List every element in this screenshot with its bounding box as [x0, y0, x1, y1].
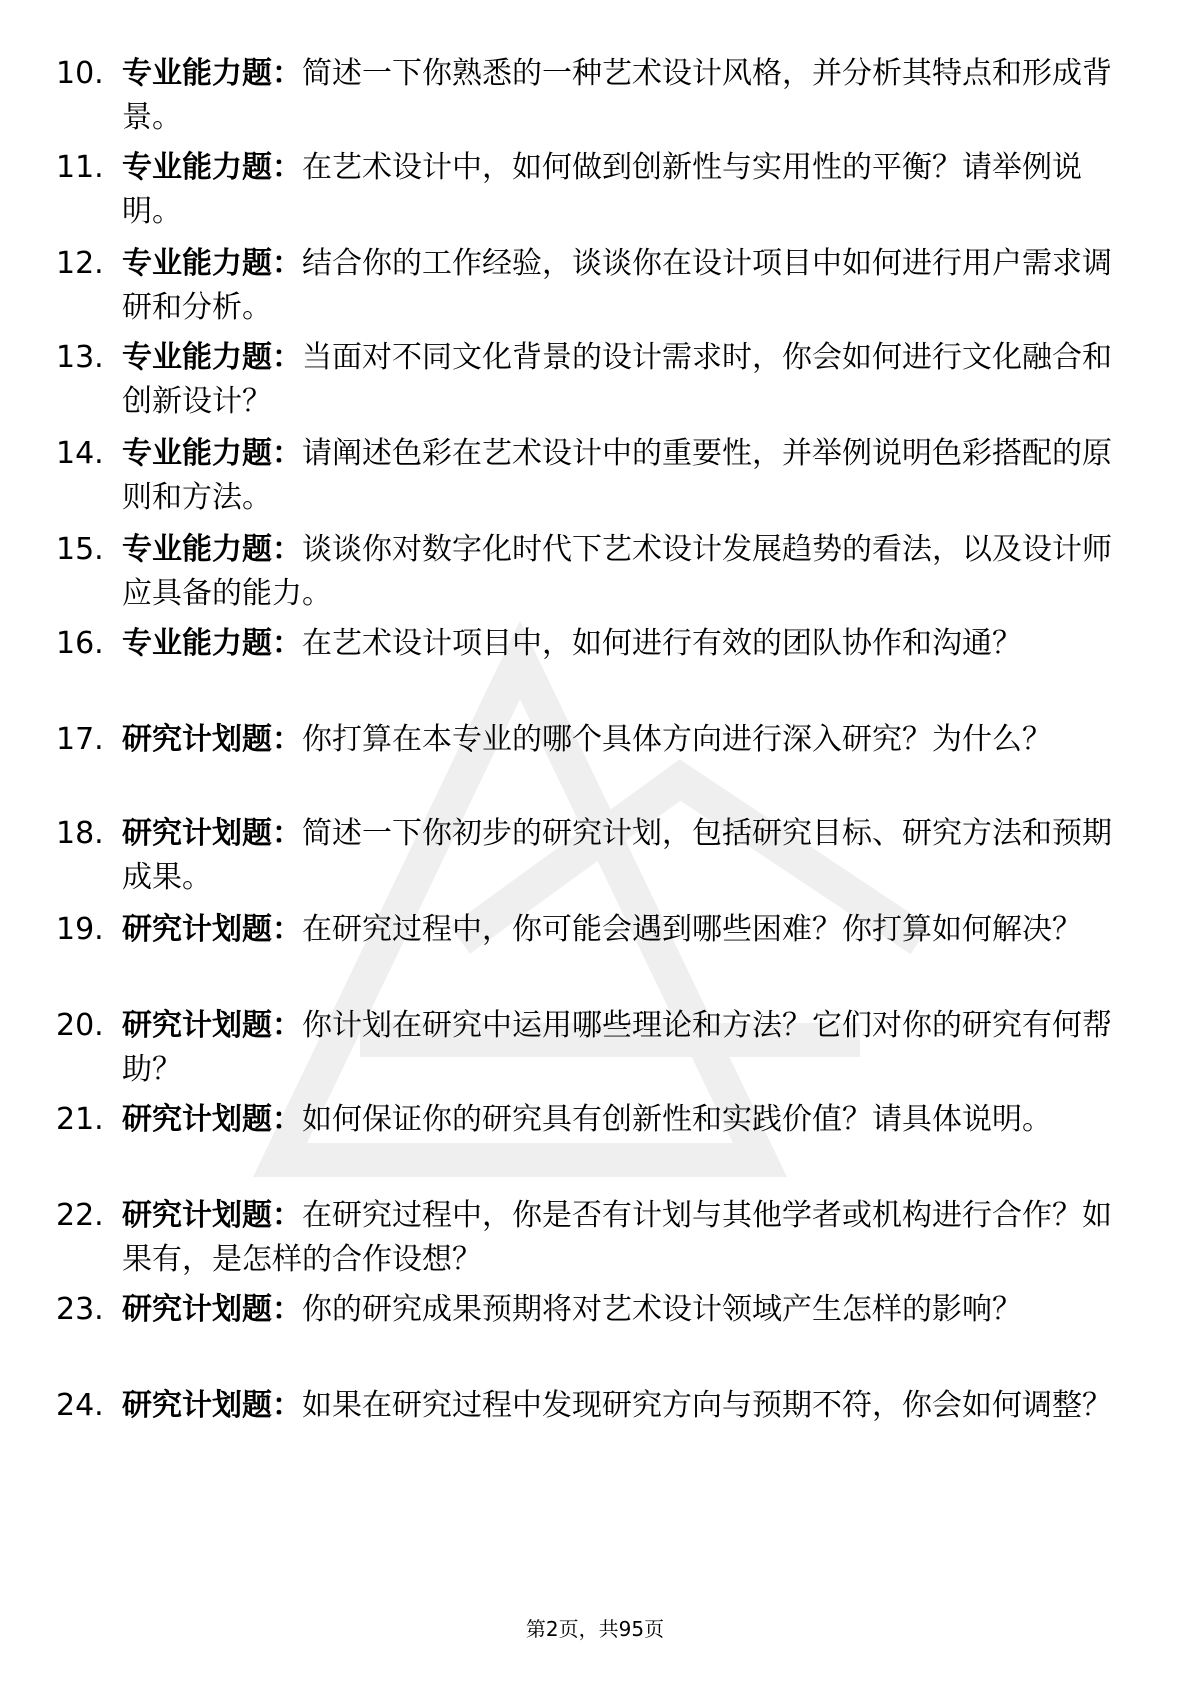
question-text: 如果在研究过程中发现研究方向与预期不符，你会如何调整？	[302, 1388, 1112, 1423]
question-text: 结合你的工作经验，谈谈你在设计项目中如何进行用户需求调研和分析。	[122, 246, 1112, 325]
question-body	[122, 812, 1122, 900]
question-item	[0, 622, 1190, 712]
question-category: 研究计划题：	[122, 912, 302, 947]
question-body	[122, 1194, 1122, 1282]
question-text: 请阐述色彩在艺术设计中的重要性，并举例说明色彩搭配的原则和方法。	[122, 436, 1112, 515]
question-body	[122, 1288, 1122, 1332]
question-body	[122, 432, 1122, 520]
question-body	[122, 718, 1122, 762]
question-category: 专业能力题：	[122, 56, 302, 91]
question-number: 18.	[56, 816, 104, 851]
question-category: 专业能力题：	[122, 246, 302, 281]
question-body	[122, 1004, 1122, 1092]
question-text: 在艺术设计项目中，如何进行有效的团队协作和沟通？	[302, 626, 1022, 661]
question-text: 简述一下你熟悉的一种艺术设计风格，并分析其特点和形成背景。	[122, 56, 1112, 135]
question-text: 谈谈你对数字化时代下艺术设计发展趋势的看法，以及设计师应具备的能力。	[122, 532, 1112, 611]
question-item	[0, 1098, 1190, 1188]
question-number: 20.	[56, 1008, 104, 1043]
question-body	[122, 146, 1122, 234]
question-number: 24.	[56, 1388, 104, 1423]
question-category: 专业能力题：	[122, 436, 302, 471]
question-body	[122, 52, 1122, 140]
question-body	[122, 528, 1122, 616]
question-item	[0, 718, 1190, 808]
question-item	[0, 528, 1190, 618]
question-number: 19.	[56, 912, 104, 947]
question-number: 11.	[56, 150, 104, 185]
question-text: 你打算在本专业的哪个具体方向进行深入研究？为什么？	[302, 722, 1052, 757]
question-body	[122, 242, 1122, 330]
question-text: 在研究过程中，你可能会遇到哪些困难？你打算如何解决？	[302, 912, 1082, 947]
question-number: 16.	[56, 626, 104, 661]
question-text: 简述一下你初步的研究计划，包括研究目标、研究方法和预期成果。	[122, 816, 1112, 895]
question-body	[122, 622, 1122, 666]
question-number: 10.	[56, 56, 104, 91]
question-item	[0, 1384, 1190, 1474]
question-body	[122, 336, 1122, 424]
question-category: 研究计划题：	[122, 1388, 302, 1423]
question-number: 15.	[56, 532, 104, 567]
question-item	[0, 1194, 1190, 1284]
question-category: 研究计划题：	[122, 722, 302, 757]
question-text: 当面对不同文化背景的设计需求时，你会如何进行文化融合和创新设计？	[122, 340, 1112, 419]
page-number: 第2页，共95页	[525, 1617, 665, 1641]
question-item	[0, 432, 1190, 522]
question-item	[0, 1288, 1190, 1378]
question-item	[0, 146, 1190, 236]
question-item	[0, 336, 1190, 426]
question-number: 17.	[56, 722, 104, 757]
question-body	[122, 1384, 1122, 1428]
question-item	[0, 812, 1190, 902]
question-number: 22.	[56, 1198, 104, 1233]
question-item	[0, 1004, 1190, 1094]
question-text: 你的研究成果预期将对艺术设计领域产生怎样的影响？	[302, 1292, 1022, 1327]
question-category: 研究计划题：	[122, 1292, 302, 1327]
question-category: 专业能力题：	[122, 340, 302, 375]
question-category: 专业能力题：	[122, 150, 302, 185]
question-category: 研究计划题：	[122, 816, 302, 851]
question-number: 14.	[56, 436, 104, 471]
question-text: 你计划在研究中运用哪些理论和方法？它们对你的研究有何帮助？	[122, 1008, 1112, 1087]
question-number: 13.	[56, 340, 104, 375]
question-number: 21.	[56, 1102, 104, 1137]
question-body	[122, 908, 1122, 952]
question-item	[0, 52, 1190, 142]
question-category: 研究计划题：	[122, 1008, 302, 1043]
question-number: 12.	[56, 246, 104, 281]
question-item	[0, 242, 1190, 332]
page-footer	[0, 1615, 1190, 1643]
question-category: 专业能力题：	[122, 626, 302, 661]
question-category: 研究计划题：	[122, 1198, 302, 1233]
question-category: 专业能力题：	[122, 532, 302, 567]
question-number: 23.	[56, 1292, 104, 1327]
question-text: 如何保证你的研究具有创新性和实践价值？请具体说明。	[302, 1102, 1052, 1137]
question-body	[122, 1098, 1122, 1142]
question-item	[0, 908, 1190, 998]
question-text: 在艺术设计中，如何做到创新性与实用性的平衡？请举例说明。	[122, 150, 1082, 229]
question-text: 在研究过程中，你是否有计划与其他学者或机构进行合作？如果有，是怎样的合作设想？	[122, 1198, 1112, 1277]
question-category: 研究计划题：	[122, 1102, 302, 1137]
